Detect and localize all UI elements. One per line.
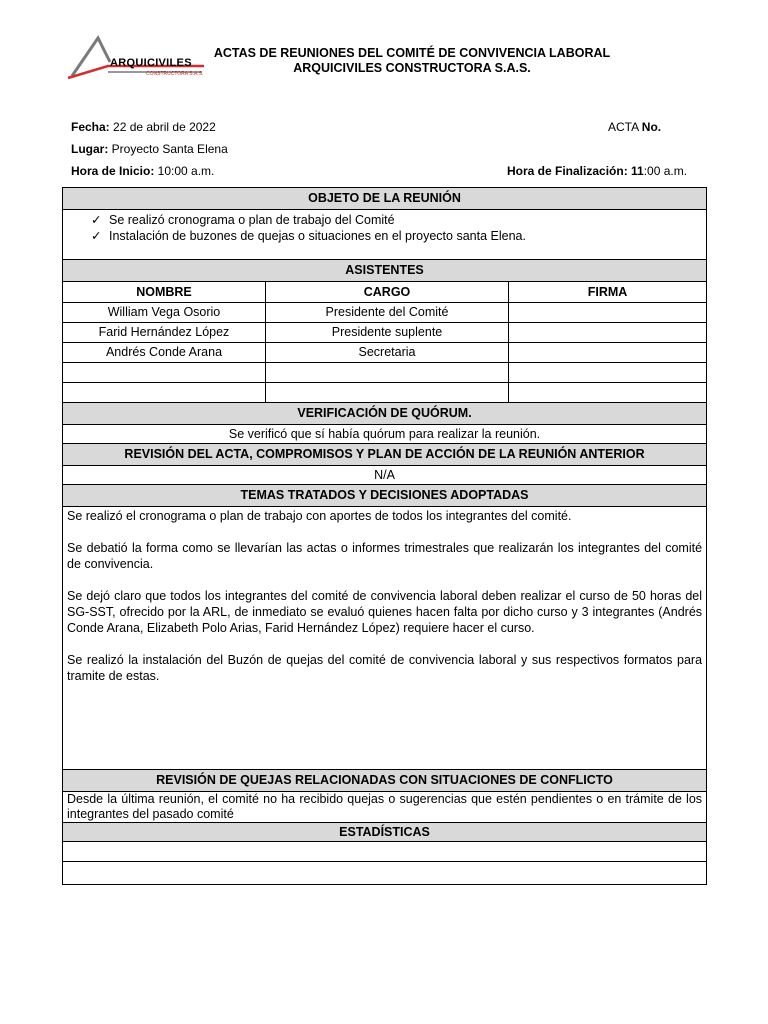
objeto-item-text: Se realizó cronograma o plan de trabajo del Comité — [109, 213, 395, 227]
check-icon: ✓ — [91, 213, 102, 227]
lugar-value: Proyecto Santa Elena — [108, 142, 228, 156]
temas-paragraph: Se dejó claro que todos los integrantes del comité de convivencia laboral deben realizar el curso de 50 horas del SG-SST, ofrecido por la ARL, de inmediato se evaluó quienes hacen falta por dicho curso y 3 integrantes (Andrés Conde Arana, Elizabeth Polo Arias, Farid Hernández López) requiere hacer el curso. — [67, 589, 703, 635]
hora-inicio-value: 10:00 a.m. — [154, 164, 215, 178]
empty-cell — [266, 383, 509, 403]
objeto-item-text: Instalación de buzones de quejas o situaciones en el proyecto santa Elena. — [109, 229, 526, 243]
empty-cell — [509, 363, 707, 383]
quorum-text: Se verificó que sí había quórum para realizar la reunión. — [63, 425, 707, 444]
temas-heading: TEMAS TRATADOS Y DECISIONES ADOPTADAS — [63, 485, 707, 507]
temas-paragraph: Se realizó la instalación del Buzón de quejas del comité de convivencia laboral y sus respectivos formatos para tramite de estas. — [67, 653, 703, 683]
asistentes-heading: ASISTENTES — [63, 260, 707, 282]
hora-inicio-line — [71, 164, 214, 178]
temas-body — [63, 507, 707, 770]
table-row — [63, 323, 707, 343]
revision-text: N/A — [63, 466, 707, 485]
quorum-heading: VERIFICACIÓN DE QUÓRUM. — [63, 403, 707, 425]
lugar-label: Lugar: — [71, 142, 109, 156]
asistente-cargo: Presidente del Comité — [266, 303, 509, 323]
asistente-nombre: Andrés Conde Arana — [63, 343, 266, 363]
estadisticas-row — [63, 842, 707, 862]
col-cargo: CARGO — [266, 282, 509, 303]
logo-subtitle: CONSTRUCTORA S.A.S. — [146, 71, 204, 77]
asistente-nombre: Farid Hernández López — [63, 323, 266, 343]
asistente-firma — [509, 303, 707, 323]
objeto-item — [91, 212, 702, 228]
asistente-cargo: Presidente suplente — [266, 323, 509, 343]
col-nombre: NOMBRE — [63, 282, 266, 303]
hora-inicio-label: Hora de Inicio: — [71, 164, 155, 178]
title-line-2: ARQUICIVILES CONSTRUCTORA S.A.S. — [293, 61, 531, 75]
hora-fin-rest: :00 a.m. — [643, 164, 688, 178]
acta-no: No. — [641, 120, 662, 134]
table-row — [63, 303, 707, 323]
acta-label: ACTA — [608, 120, 642, 134]
temas-paragraph: Se realizó el cronograma o plan de trabajo con aportes de todos los integrantes del comité. — [67, 509, 572, 523]
acta-number — [608, 120, 661, 134]
quejas-text: Desde la última reunión, el comité no ha recibido quejas o sugerencias que estén pendientes o en trámite de los integrantes del pasado comité — [63, 792, 707, 823]
table-row — [63, 363, 707, 383]
objeto-list-cell — [63, 210, 707, 260]
hora-fin-hour: 11 — [631, 164, 644, 178]
title-line-1: ACTAS DE REUNIONES DEL COMITÉ DE CONVIVENCIA LABORAL — [213, 46, 611, 60]
fecha-line — [71, 120, 216, 134]
temas-paragraph: Se debatió la forma como se llevarían las actas o informes trimestrales que realizarán los integrantes del comité de convivencia. — [67, 541, 703, 571]
lugar-line — [71, 142, 228, 156]
acta-table — [62, 187, 707, 885]
asistente-firma — [509, 323, 707, 343]
fecha-label: Fecha: — [71, 120, 110, 134]
objeto-heading: OBJETO DE LA REUNIÓN — [63, 188, 707, 210]
fecha-value: 22 de abril de 2022 — [109, 120, 216, 134]
quejas-heading: REVISIÓN DE QUEJAS RELACIONADAS CON SITUACIONES DE CONFLICTO — [63, 770, 707, 792]
document-title — [200, 46, 624, 76]
table-row — [63, 383, 707, 403]
hora-fin-line — [507, 164, 687, 178]
empty-cell — [266, 363, 509, 383]
objeto-item — [91, 228, 702, 244]
revision-heading: REVISIÓN DEL ACTA, COMPROMISOS Y PLAN DE ACCIÓN DE LA REUNIÓN ANTERIOR — [63, 444, 707, 466]
empty-cell — [509, 383, 707, 403]
asistente-nombre: William Vega Osorio — [63, 303, 266, 323]
table-row — [63, 343, 707, 363]
estadisticas-heading: ESTADÍSTICAS — [63, 823, 707, 842]
col-firma: FIRMA — [509, 282, 707, 303]
logo-wordmark: ARQUICIVILES — [110, 57, 192, 69]
empty-cell — [63, 363, 266, 383]
estadisticas-row — [63, 862, 707, 885]
asistente-firma — [509, 343, 707, 363]
objeto-list — [67, 212, 702, 244]
hora-fin-label: Hora de Finalización: — [507, 164, 632, 178]
asistente-cargo: Secretaria — [266, 343, 509, 363]
empty-cell — [63, 383, 266, 403]
check-icon: ✓ — [91, 229, 102, 243]
